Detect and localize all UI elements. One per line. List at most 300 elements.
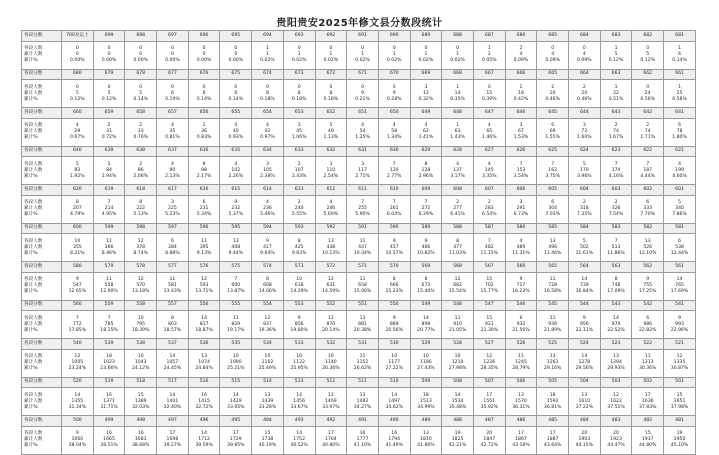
count-value: 9 <box>519 277 523 282</box>
stats-cell <box>252 426 284 454</box>
cumulative-value: 1752 <box>293 437 305 442</box>
count-value: 8 <box>266 277 269 282</box>
score-cell: 506 <box>505 377 537 388</box>
cumulative-value: 1074 <box>198 360 210 365</box>
stats-cell <box>93 118 125 146</box>
cumulative-value: 4 <box>519 52 523 57</box>
cumulative-value: 1482 <box>356 398 369 404</box>
percent-value: 26.62% <box>353 366 372 371</box>
cumulative-value: 1335 <box>673 360 686 365</box>
stats-cell <box>188 388 220 416</box>
score-cell: 587 <box>473 223 505 234</box>
percent-value: 2.77% <box>386 173 402 179</box>
stats-cell <box>442 41 474 69</box>
count-value: 7 <box>551 161 555 167</box>
stats-cell <box>600 157 632 185</box>
count-value: 2 <box>582 84 586 90</box>
count-value: 5 <box>75 161 79 167</box>
cumulative-value: 1534 <box>451 398 464 404</box>
percent-value: 0.14% <box>196 96 212 102</box>
percent-value: 38.51% <box>100 443 118 448</box>
count-value: 1 <box>266 46 269 51</box>
count-value: 13 <box>359 392 366 398</box>
count-value: 2 <box>297 161 301 167</box>
cumulative-value: 86 <box>137 167 144 173</box>
score-cell: 490 <box>378 416 410 427</box>
score-header-row <box>22 300 696 311</box>
count-value: 2 <box>456 200 460 205</box>
score-table <box>21 30 696 455</box>
stats-cell <box>62 118 94 146</box>
count-value: 4 <box>170 123 174 128</box>
cumulative-value: 24 <box>644 90 651 96</box>
percent-value: 7.35% <box>577 212 592 217</box>
percent-value: 27.22% <box>385 366 403 371</box>
stats-cell <box>220 272 252 300</box>
cumulative-value: 558 <box>104 283 114 288</box>
cumulative-value: 993 <box>675 321 684 327</box>
cumulative-value: 384 <box>168 244 177 250</box>
count-value: 3 <box>582 123 586 128</box>
cumulative-value: 1456 <box>293 398 305 404</box>
stats-cell <box>632 272 664 300</box>
count-value: 16 <box>327 354 334 359</box>
cumulative-value: 1 <box>329 52 333 57</box>
count-value: 13 <box>359 315 366 321</box>
row-label-score: 各段分数 <box>22 377 62 388</box>
count-value: 9 <box>392 315 396 321</box>
percent-value: 20.56% <box>385 327 403 333</box>
score-cell: 509 <box>410 377 442 388</box>
percent-value: 1.43% <box>450 135 465 140</box>
count-value: 6 <box>646 315 650 321</box>
stats-cell <box>283 349 315 377</box>
stats-cell <box>664 195 696 223</box>
stats-cell <box>505 195 537 223</box>
score-cell: 534 <box>252 339 284 350</box>
stats-cell <box>664 118 696 146</box>
cumulative-value: 225 <box>168 206 177 211</box>
percent-value: 21.05% <box>448 327 467 333</box>
score-header-row <box>22 146 696 157</box>
label-count: 各段人数 <box>24 354 43 359</box>
cumulative-value: 222 <box>136 206 146 211</box>
percent-value: 40.80% <box>322 443 340 448</box>
row-label-stats <box>22 311 62 339</box>
stats-cell <box>347 272 379 300</box>
score-cell: 655 <box>220 108 252 119</box>
cumulative-value: 236 <box>263 206 272 211</box>
stats-row <box>22 388 696 416</box>
cumulative-value: 137 <box>453 167 462 173</box>
cumulative-value: 547 <box>72 283 82 288</box>
score-cell: 567 <box>473 262 505 273</box>
percent-value: 1.46% <box>481 135 497 140</box>
score-cell: 625 <box>537 146 569 157</box>
cumulative-value: 355 <box>72 244 82 250</box>
score-cell: 493 <box>283 416 315 427</box>
score-cell: 532 <box>315 339 347 350</box>
score-cell: 626 <box>505 146 537 157</box>
percent-value: 4.79% <box>70 212 85 217</box>
stats-cell <box>473 388 505 416</box>
count-value: 12 <box>454 277 461 282</box>
percent-value: 39.59% <box>195 443 213 448</box>
cumulative-value: 1226 <box>483 360 496 365</box>
label-cum: 累计人数 <box>24 437 43 442</box>
percent-value: 0.02% <box>355 58 370 63</box>
percent-value: 1.13% <box>323 135 339 140</box>
cumulative-value: 1 <box>456 52 460 57</box>
score-cell: 516 <box>188 377 220 388</box>
count-value: 15 <box>644 431 651 436</box>
count-value: 11 <box>201 238 208 244</box>
count-value: 0 <box>266 84 269 90</box>
count-value: 13 <box>518 392 524 398</box>
stats-cell <box>315 118 347 146</box>
stats-cell <box>283 388 315 416</box>
count-value: 12 <box>74 354 81 359</box>
score-cell: 658 <box>125 108 157 119</box>
stats-cell <box>62 80 94 108</box>
cumulative-value: 272 <box>421 206 431 211</box>
percent-value: 0.93% <box>228 135 244 140</box>
percent-value: 2.71% <box>355 173 370 179</box>
stats-cell <box>315 80 347 108</box>
cumulative-value: 5 <box>614 52 618 57</box>
percent-value: 21.30% <box>480 327 499 333</box>
count-value: 13 <box>264 392 271 398</box>
percent-value: 11.61% <box>575 250 594 256</box>
stats-cell <box>664 80 696 108</box>
percent-value: 10.82% <box>417 250 435 256</box>
percent-value: 11.15% <box>480 250 499 256</box>
cumulative-value: 107 <box>294 167 304 173</box>
stats-cell <box>252 80 284 108</box>
cumulative-value: 42 <box>264 129 271 134</box>
stats-cell <box>442 349 474 377</box>
stats-cell <box>600 41 632 69</box>
count-value: 10 <box>454 354 461 359</box>
stats-cell <box>93 272 125 300</box>
stats-cell <box>410 349 442 377</box>
score-cell: 612 <box>315 185 347 196</box>
cumulative-value: 1023 <box>103 360 115 365</box>
stats-cell <box>505 80 537 108</box>
score-cell: 542 <box>632 300 664 311</box>
count-value: 4 <box>266 200 269 205</box>
stats-cell <box>93 426 125 454</box>
stats-cell <box>569 426 601 454</box>
count-value: 16 <box>106 431 112 436</box>
stats-cell <box>283 41 315 69</box>
percent-value: 3.35% <box>481 173 497 179</box>
count-value: 0 <box>75 84 79 90</box>
score-cell: 590 <box>378 223 410 234</box>
count-value: 0 <box>646 84 650 90</box>
percent-value: 35.48% <box>448 404 467 410</box>
score-cell: 624 <box>569 146 601 157</box>
count-value: 17 <box>518 431 524 436</box>
cumulative-value: 1140 <box>324 360 337 365</box>
stats-cell <box>188 157 220 185</box>
percent-value: 32.03% <box>131 404 150 410</box>
row-label-stats <box>22 118 62 146</box>
count-value: 0 <box>646 46 650 51</box>
percent-value: 43.64% <box>543 443 562 448</box>
cumulative-value: 921 <box>484 321 494 327</box>
score-cell: 500 <box>62 416 94 427</box>
count-value: 4 <box>678 161 681 167</box>
count-value: 15 <box>676 392 683 398</box>
percent-value: 6.41% <box>450 212 465 217</box>
count-value: 0 <box>392 46 396 51</box>
percent-value: 19.17% <box>227 327 245 333</box>
count-value: 11 <box>359 354 366 359</box>
percent-value: 0.21% <box>355 96 370 102</box>
label-cum: 累计人数 <box>24 206 43 211</box>
cumulative-value: 593 <box>199 283 209 288</box>
stats-cell <box>283 426 315 454</box>
cumulative-value: 1 <box>361 52 364 57</box>
percent-value: 4.16% <box>608 173 624 179</box>
score-cell: 584 <box>569 223 601 234</box>
score-cell: 570 <box>378 262 410 273</box>
score-cell: 538 <box>125 339 157 350</box>
stats-cell <box>505 157 537 185</box>
stats-cell <box>473 195 505 223</box>
score-cell: 692 <box>315 31 347 42</box>
score-cell: 544 <box>569 300 601 311</box>
stats-cell <box>220 80 252 108</box>
stats-cell <box>664 41 696 69</box>
stats-cell <box>664 388 696 416</box>
count-value: 13 <box>549 354 556 359</box>
count-value: 13 <box>644 238 651 244</box>
count-value: 11 <box>359 277 366 282</box>
percent-value: 14.06% <box>258 289 277 294</box>
score-cell: 547 <box>473 300 505 311</box>
label-cum: 累计人数 <box>24 283 43 288</box>
score-cell: 580 <box>62 262 94 273</box>
cumulative-value: 1313 <box>641 360 654 365</box>
score-header-row <box>22 31 696 42</box>
score-cell: 606 <box>505 185 537 196</box>
score-header-row <box>22 262 696 273</box>
count-value: 7 <box>614 161 618 167</box>
count-value: 14 <box>201 315 208 321</box>
stats-cell <box>93 388 125 416</box>
score-cell: 586 <box>505 223 537 234</box>
count-value: 4 <box>329 200 333 205</box>
cumulative-value: 910 <box>453 321 462 327</box>
stats-cell <box>157 195 189 223</box>
count-value: 14 <box>296 431 303 436</box>
score-cell: 605 <box>537 185 569 196</box>
count-value: 11 <box>644 354 651 359</box>
count-value: 0 <box>487 84 491 90</box>
score-cell: 541 <box>664 300 696 311</box>
score-cell: 585 <box>537 223 569 234</box>
count-value: 18 <box>549 392 556 398</box>
percent-value: 1.41% <box>418 135 434 140</box>
score-cell: 697 <box>157 31 189 42</box>
stats-cell <box>600 349 632 377</box>
score-cell: 670 <box>378 69 410 80</box>
count-value: 16 <box>106 392 112 398</box>
document-title: 贵阳贵安2025年修文县分数段统计 <box>276 18 443 29</box>
count-value: 2 <box>614 123 618 128</box>
count-value: 12 <box>676 354 683 359</box>
score-cell: 503 <box>600 377 632 388</box>
cumulative-value: 1151 <box>356 360 369 365</box>
percent-value: 2.43% <box>291 173 307 179</box>
percent-value: 21.89% <box>543 327 562 333</box>
stats-cell <box>537 80 569 108</box>
percent-value: 26.36% <box>322 366 340 371</box>
score-cell: 589 <box>410 223 442 234</box>
score-cell: 568 <box>442 262 474 273</box>
stats-cell <box>473 41 505 69</box>
cumulative-value: 90 <box>169 167 176 173</box>
cumulative-value: 1592 <box>546 398 559 404</box>
percent-value: 7.70% <box>640 212 656 217</box>
percent-value: 0.18% <box>291 96 307 102</box>
score-header-row <box>22 223 696 234</box>
score-cell: 660 <box>62 108 94 119</box>
cumulative-value: 110 <box>326 167 336 173</box>
percent-value: 12.10% <box>638 250 657 256</box>
label-pct: 累计% <box>24 366 38 371</box>
percent-value: 19.80% <box>290 327 308 333</box>
score-cell: 508 <box>442 377 474 388</box>
stats-cell <box>632 388 664 416</box>
score-cell: 539 <box>93 339 125 350</box>
score-cell: 569 <box>410 262 442 273</box>
count-value: 4 <box>487 161 491 167</box>
row-label-score: 各段分数 <box>22 416 62 427</box>
percent-value: 28.79% <box>512 366 530 371</box>
score-cell: 484 <box>569 416 601 427</box>
label-count: 各段人数 <box>24 277 43 282</box>
score-cell: 502 <box>632 377 664 388</box>
stats-cell <box>220 388 252 416</box>
cumulative-value: 40 <box>232 129 239 134</box>
score-cell: 573 <box>283 262 315 273</box>
percent-value: 30.87% <box>670 366 689 371</box>
stats-cell <box>410 426 442 454</box>
count-value: 11 <box>549 315 556 321</box>
score-cell: 525 <box>537 339 569 350</box>
cumulative-value: 898 <box>421 321 431 327</box>
count-value: 0 <box>329 84 333 90</box>
score-cell: 662 <box>632 69 664 80</box>
score-cell: 498 <box>125 416 157 427</box>
score-cell: 495 <box>220 416 252 427</box>
score-cell: 666 <box>505 69 537 80</box>
percent-value: 16.84% <box>575 289 594 294</box>
count-value: 7 <box>424 200 428 205</box>
stats-cell <box>157 157 189 185</box>
percent-value: 13.18% <box>131 289 150 294</box>
score-cell: 663 <box>600 69 632 80</box>
score-cell: 656 <box>188 108 220 119</box>
stats-cell <box>315 41 347 69</box>
score-cell: 553 <box>283 300 315 311</box>
percent-value: 24.12% <box>131 366 150 371</box>
cumulative-value: 755 <box>643 283 653 288</box>
percent-value: 8.21% <box>70 250 85 256</box>
percent-value: 15.23% <box>385 289 403 294</box>
score-cell: 595 <box>220 223 252 234</box>
score-cell: 561 <box>664 262 696 273</box>
count-value: 4 <box>392 123 396 128</box>
stats-cell <box>347 388 379 416</box>
score-cell: 524 <box>569 339 601 350</box>
count-value: 14 <box>581 354 588 359</box>
percent-value: 31.71% <box>100 404 118 410</box>
cumulative-value: 74 <box>613 129 619 134</box>
cumulative-value: 4 <box>551 52 555 57</box>
percent-value: 39.27% <box>163 443 182 448</box>
count-value: 1 <box>456 123 460 128</box>
score-cell: 681 <box>664 31 696 42</box>
percent-value: 0.02% <box>450 58 465 63</box>
count-value: 8 <box>75 200 79 205</box>
label-pct: 累计% <box>24 404 38 410</box>
stats-cell <box>632 349 664 377</box>
label-count: 各段人数 <box>24 46 43 51</box>
stats-cell <box>569 195 601 223</box>
percent-value: 0.00% <box>165 58 180 63</box>
percent-value: 37.22% <box>575 404 594 410</box>
percent-value: 1.34% <box>386 135 402 140</box>
stats-cell <box>93 41 125 69</box>
stats-cell <box>220 41 252 69</box>
score-cell: 687 <box>473 31 505 42</box>
cumulative-value: 1610 <box>578 398 591 404</box>
cumulative-value: 0 <box>234 52 238 57</box>
percent-value: 3.75% <box>545 173 560 179</box>
stats-cell <box>315 195 347 223</box>
count-value: 11 <box>549 277 556 282</box>
count-value: 6 <box>678 123 681 128</box>
cumulative-value: 69 <box>549 129 556 134</box>
count-value: 5 <box>582 161 586 167</box>
label-cum: 累计人数 <box>24 360 43 365</box>
row-label-score: 各段分数 <box>22 262 62 273</box>
count-value: 0 <box>107 46 111 51</box>
count-value: 2 <box>646 123 650 128</box>
stats-cell <box>347 195 379 223</box>
score-cell: 557 <box>157 300 189 311</box>
percent-value: 43.18% <box>512 443 530 448</box>
stats-cell <box>378 388 410 416</box>
score-cell: 622 <box>632 146 664 157</box>
percent-value: 38.04% <box>68 443 87 448</box>
cumulative-value: 105 <box>263 167 272 173</box>
cumulative-value: 682 <box>453 283 462 288</box>
score-cell: 575 <box>220 262 252 273</box>
stats-cell <box>632 41 664 69</box>
stats-cell <box>473 426 505 454</box>
stats-cell <box>505 388 537 416</box>
stats-cell <box>252 349 284 377</box>
percent-value: 10.57% <box>385 250 403 256</box>
cumulative-value: 1371 <box>103 398 115 404</box>
count-value: 7 <box>234 277 238 282</box>
score-cell: 531 <box>347 339 379 350</box>
